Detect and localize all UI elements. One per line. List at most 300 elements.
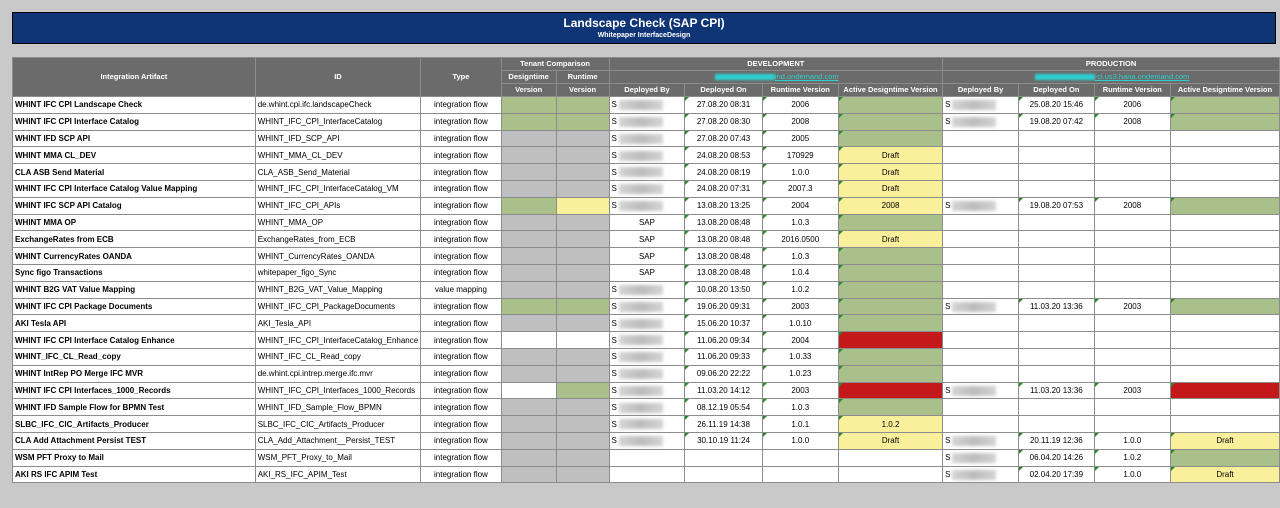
prod-runtime-version-cell[interactable]: [1094, 248, 1170, 265]
dev-deployed-by-cell[interactable]: [609, 466, 685, 483]
runtime-version-cell[interactable]: [556, 281, 609, 298]
id-cell[interactable]: WHINT_CurrencyRates_OANDA: [255, 248, 421, 265]
dev-deployed-by-cell[interactable]: [609, 399, 685, 416]
dev-runtime-version-cell[interactable]: 1.0.3: [762, 214, 838, 231]
table-row[interactable]: [13, 248, 1280, 265]
type-cell[interactable]: integration flow: [421, 214, 501, 231]
artifact-cell[interactable]: WSM PFT Proxy to Mail: [13, 449, 256, 466]
dev-deployed-on-cell[interactable]: 10.08.20 13:50: [685, 281, 762, 298]
id-cell[interactable]: WHINT_IFC_CPI_InterfaceCatalog: [255, 113, 421, 130]
dev-deployed-on-cell[interactable]: 13.08.20 08:48: [685, 231, 762, 248]
table-row[interactable]: [13, 214, 1280, 231]
designtime-version-cell[interactable]: [501, 466, 556, 483]
id-cell[interactable]: WHINT_IFC_CPI_PackageDocuments: [255, 298, 421, 315]
designtime-version-cell[interactable]: [501, 399, 556, 416]
type-cell[interactable]: value mapping: [421, 281, 501, 298]
dev-deployed-on-cell[interactable]: 13.08.20 08:48: [685, 264, 762, 281]
runtime-version-cell[interactable]: [556, 348, 609, 365]
table-row[interactable]: [13, 164, 1280, 181]
prod-active-version-cell[interactable]: Draft: [1170, 466, 1279, 483]
dev-deployed-by-cell[interactable]: SAP: [609, 214, 685, 231]
dev-active-version-cell[interactable]: [838, 466, 942, 483]
prod-active-version-cell[interactable]: [1170, 130, 1279, 147]
designtime-version-cell[interactable]: [501, 449, 556, 466]
table-row[interactable]: [13, 382, 1280, 399]
artifact-cell[interactable]: WHINT MMA CL_DEV: [13, 147, 256, 164]
prod-runtime-version-cell[interactable]: [1094, 365, 1170, 382]
dev-active-version-cell[interactable]: [838, 365, 942, 382]
dev-deployed-on-cell[interactable]: 27.08.20 08:31: [685, 97, 762, 114]
prod-deployed-on-cell[interactable]: [1019, 348, 1095, 365]
designtime-version-cell[interactable]: [501, 248, 556, 265]
designtime-version-cell[interactable]: [501, 231, 556, 248]
dev-runtime-version-cell[interactable]: 1.0.1: [762, 416, 838, 433]
prod-runtime-version-cell[interactable]: [1094, 164, 1170, 181]
runtime-version-cell[interactable]: [556, 113, 609, 130]
dev-runtime-version-cell[interactable]: [762, 449, 838, 466]
id-cell[interactable]: WHINT_IFD_SCP_API: [255, 130, 421, 147]
prod-deployed-on-cell[interactable]: 11.03.20 13:36: [1019, 298, 1095, 315]
artifact-cell[interactable]: WHINT IFC SCP API Catalog: [13, 197, 256, 214]
designtime-version-cell[interactable]: [501, 180, 556, 197]
type-cell[interactable]: integration flow: [421, 130, 501, 147]
prod-deployed-on-cell[interactable]: [1019, 332, 1095, 349]
designtime-version-cell[interactable]: [501, 130, 556, 147]
dev-deployed-on-cell[interactable]: 09.06.20 22:22: [685, 365, 762, 382]
prod-deployed-by-cell[interactable]: [943, 197, 1019, 214]
dev-deployed-on-cell[interactable]: 13.08.20 08:48: [685, 248, 762, 265]
prod-deployed-by-cell[interactable]: [943, 449, 1019, 466]
prod-runtime-version-cell[interactable]: [1094, 147, 1170, 164]
prod-runtime-version-cell[interactable]: [1094, 130, 1170, 147]
prod-deployed-on-cell[interactable]: 20.11.19 12:36: [1019, 432, 1095, 449]
prod-deployed-by-cell[interactable]: [943, 365, 1019, 382]
prod-deployed-by-cell[interactable]: [943, 382, 1019, 399]
prod-active-version-cell[interactable]: [1170, 147, 1279, 164]
runtime-version-cell[interactable]: [556, 466, 609, 483]
prod-deployed-by-cell[interactable]: [943, 97, 1019, 114]
table-row[interactable]: [13, 264, 1280, 281]
dev-active-version-cell[interactable]: Draft: [838, 147, 942, 164]
dev-deployed-by-cell[interactable]: [609, 147, 685, 164]
prod-deployed-on-cell[interactable]: [1019, 365, 1095, 382]
prod-deployed-by-cell[interactable]: [943, 281, 1019, 298]
dev-runtime-version-cell[interactable]: 1.0.3: [762, 399, 838, 416]
type-cell[interactable]: integration flow: [421, 97, 501, 114]
prod-runtime-version-cell[interactable]: [1094, 180, 1170, 197]
dev-deployed-on-cell[interactable]: 30.10.19 11:24: [685, 432, 762, 449]
runtime-version-cell[interactable]: [556, 382, 609, 399]
dev-deployed-by-cell[interactable]: [609, 130, 685, 147]
artifact-cell[interactable]: WHINT IntRep PO Merge IFC MVR: [13, 365, 256, 382]
prod-active-version-cell[interactable]: [1170, 399, 1279, 416]
dev-runtime-version-cell[interactable]: 2006: [762, 97, 838, 114]
prod-deployed-on-cell[interactable]: 25.08.20 15:46: [1019, 97, 1095, 114]
dev-deployed-on-cell[interactable]: 27.08.20 07:43: [685, 130, 762, 147]
table-row[interactable]: [13, 97, 1280, 114]
prod-deployed-on-cell[interactable]: [1019, 130, 1095, 147]
id-cell[interactable]: WHINT_IFC_CPI_Interfaces_1000_Records: [255, 382, 421, 399]
dev-active-version-cell[interactable]: [838, 449, 942, 466]
dev-active-version-cell[interactable]: Draft: [838, 180, 942, 197]
type-cell[interactable]: integration flow: [421, 164, 501, 181]
prod-runtime-version-cell[interactable]: [1094, 264, 1170, 281]
prod-active-version-cell[interactable]: [1170, 113, 1279, 130]
runtime-version-cell[interactable]: [556, 332, 609, 349]
dev-deployed-by-cell[interactable]: [609, 164, 685, 181]
runtime-version-cell[interactable]: [556, 97, 609, 114]
dev-runtime-version-cell[interactable]: 1.0.0: [762, 432, 838, 449]
designtime-version-cell[interactable]: [501, 197, 556, 214]
type-cell[interactable]: integration flow: [421, 399, 501, 416]
type-cell[interactable]: integration flow: [421, 365, 501, 382]
table-row[interactable]: [13, 113, 1280, 130]
designtime-version-cell[interactable]: [501, 432, 556, 449]
artifact-cell[interactable]: WHINT IFC CPI Landscape Check: [13, 97, 256, 114]
dev-runtime-version-cell[interactable]: [762, 466, 838, 483]
prod-deployed-on-cell[interactable]: [1019, 214, 1095, 231]
artifact-cell[interactable]: WHINT IFC CPI Interface Catalog Enhance: [13, 332, 256, 349]
dev-deployed-by-cell[interactable]: SAP: [609, 264, 685, 281]
dev-active-version-cell[interactable]: [838, 382, 942, 399]
dev-active-version-cell[interactable]: [838, 113, 942, 130]
designtime-version-cell[interactable]: [501, 97, 556, 114]
dev-deployed-on-cell[interactable]: 27.08.20 08:30: [685, 113, 762, 130]
prod-deployed-on-cell[interactable]: [1019, 416, 1095, 433]
runtime-version-cell[interactable]: [556, 264, 609, 281]
dev-deployed-on-cell[interactable]: 24.08.20 08:53: [685, 147, 762, 164]
dev-deployed-on-cell[interactable]: 15.06.20 10:37: [685, 315, 762, 332]
type-cell[interactable]: integration flow: [421, 466, 501, 483]
artifact-cell[interactable]: WHINT IFC CPI Interfaces_1000_Records: [13, 382, 256, 399]
prod-runtime-version-cell[interactable]: [1094, 214, 1170, 231]
id-cell[interactable]: WHINT_IFD_Sample_Flow_BPMN: [255, 399, 421, 416]
prod-active-version-cell[interactable]: [1170, 365, 1279, 382]
dev-deployed-by-cell[interactable]: SAP: [609, 231, 685, 248]
type-cell[interactable]: integration flow: [421, 248, 501, 265]
runtime-version-cell[interactable]: [556, 147, 609, 164]
prod-runtime-version-cell[interactable]: 2003: [1094, 382, 1170, 399]
table-row[interactable]: [13, 130, 1280, 147]
prod-deployed-on-cell[interactable]: 19.08.20 07:42: [1019, 113, 1095, 130]
dev-deployed-by-cell[interactable]: [609, 315, 685, 332]
dev-runtime-version-cell[interactable]: 1.0.10: [762, 315, 838, 332]
prod-deployed-by-cell[interactable]: [943, 130, 1019, 147]
prod-deployed-by-cell[interactable]: [943, 231, 1019, 248]
dev-runtime-version-cell[interactable]: 1.0.3: [762, 248, 838, 265]
designtime-version-cell[interactable]: [501, 164, 556, 181]
table-row[interactable]: [13, 315, 1280, 332]
table-row[interactable]: [13, 432, 1280, 449]
prod-active-version-cell[interactable]: [1170, 264, 1279, 281]
table-row[interactable]: [13, 348, 1280, 365]
id-cell[interactable]: whitepaper_figo_Sync: [255, 264, 421, 281]
id-cell[interactable]: de.whint.cpi.ifc.landscapeCheck: [255, 97, 421, 114]
dev-tenant-link[interactable]: [609, 71, 943, 84]
prod-deployed-by-cell[interactable]: [943, 113, 1019, 130]
type-cell[interactable]: integration flow: [421, 332, 501, 349]
artifact-cell[interactable]: WHINT IFC CPI Interface Catalog: [13, 113, 256, 130]
id-cell[interactable]: CLA_ASB_Send_Material: [255, 164, 421, 181]
designtime-version-cell[interactable]: [501, 281, 556, 298]
table-row[interactable]: [13, 466, 1280, 483]
id-cell[interactable]: CLA_Add_Attachment__Persist_TEST: [255, 432, 421, 449]
designtime-version-cell[interactable]: [501, 298, 556, 315]
type-cell[interactable]: integration flow: [421, 147, 501, 164]
id-cell[interactable]: WHINT_IFC_CL_Read_copy: [255, 348, 421, 365]
prod-active-version-cell[interactable]: [1170, 231, 1279, 248]
table-row[interactable]: [13, 449, 1280, 466]
prod-deployed-by-cell[interactable]: [943, 147, 1019, 164]
artifact-cell[interactable]: CLA ASB Send Material: [13, 164, 256, 181]
dev-deployed-on-cell[interactable]: [685, 466, 762, 483]
dev-runtime-version-cell[interactable]: 2003: [762, 382, 838, 399]
artifact-cell[interactable]: WHINT IFC CPI Package Documents: [13, 298, 256, 315]
runtime-version-cell[interactable]: [556, 214, 609, 231]
artifact-cell[interactable]: AKI RS IFC APIM Test: [13, 466, 256, 483]
dev-runtime-version-cell[interactable]: 1.0.2: [762, 281, 838, 298]
prod-active-version-cell[interactable]: [1170, 416, 1279, 433]
designtime-version-cell[interactable]: [501, 264, 556, 281]
artifact-cell[interactable]: WHINT_IFC_CL_Read_copy: [13, 348, 256, 365]
prod-active-version-cell[interactable]: [1170, 97, 1279, 114]
prod-deployed-by-cell[interactable]: [943, 180, 1019, 197]
prod-active-version-cell[interactable]: [1170, 214, 1279, 231]
prod-deployed-on-cell[interactable]: [1019, 315, 1095, 332]
designtime-version-cell[interactable]: [501, 147, 556, 164]
dev-runtime-version-cell[interactable]: 2004: [762, 197, 838, 214]
prod-deployed-on-cell[interactable]: 06.04.20 14:26: [1019, 449, 1095, 466]
type-cell[interactable]: integration flow: [421, 382, 501, 399]
dev-runtime-version-cell[interactable]: 2007.3: [762, 180, 838, 197]
dev-deployed-on-cell[interactable]: [685, 449, 762, 466]
id-cell[interactable]: WHINT_MMA_OP: [255, 214, 421, 231]
dev-runtime-version-cell[interactable]: 2003: [762, 298, 838, 315]
table-row[interactable]: [13, 416, 1280, 433]
dev-runtime-version-cell[interactable]: 2005: [762, 130, 838, 147]
prod-active-version-cell[interactable]: [1170, 382, 1279, 399]
artifact-cell[interactable]: ExchangeRates from ECB: [13, 231, 256, 248]
table-row[interactable]: [13, 365, 1280, 382]
prod-active-version-cell[interactable]: [1170, 298, 1279, 315]
dev-deployed-by-cell[interactable]: SAP: [609, 248, 685, 265]
prod-deployed-by-cell[interactable]: [943, 248, 1019, 265]
prod-active-version-cell[interactable]: [1170, 281, 1279, 298]
dev-deployed-on-cell[interactable]: 19.06.20 09:31: [685, 298, 762, 315]
dev-deployed-by-cell[interactable]: [609, 449, 685, 466]
designtime-version-cell[interactable]: [501, 113, 556, 130]
dev-active-version-cell[interactable]: [838, 315, 942, 332]
prod-active-version-cell[interactable]: Draft: [1170, 432, 1279, 449]
artifact-cell[interactable]: Sync figo Transactions: [13, 264, 256, 281]
type-cell[interactable]: integration flow: [421, 264, 501, 281]
prod-runtime-version-cell[interactable]: 2008: [1094, 197, 1170, 214]
prod-active-version-cell[interactable]: [1170, 248, 1279, 265]
prod-active-version-cell[interactable]: [1170, 180, 1279, 197]
designtime-version-cell[interactable]: [501, 365, 556, 382]
prod-runtime-version-cell[interactable]: [1094, 348, 1170, 365]
artifact-cell[interactable]: AKI Tesla API: [13, 315, 256, 332]
dev-deployed-by-cell[interactable]: [609, 382, 685, 399]
dev-deployed-by-cell[interactable]: [609, 97, 685, 114]
prod-runtime-version-cell[interactable]: [1094, 231, 1170, 248]
designtime-version-cell[interactable]: [501, 416, 556, 433]
prod-active-version-cell[interactable]: [1170, 348, 1279, 365]
dev-deployed-on-cell[interactable]: 08.12.19 05:54: [685, 399, 762, 416]
runtime-version-cell[interactable]: [556, 315, 609, 332]
runtime-version-cell[interactable]: [556, 248, 609, 265]
type-cell[interactable]: integration flow: [421, 416, 501, 433]
prod-active-version-cell[interactable]: [1170, 449, 1279, 466]
prod-runtime-version-cell[interactable]: 2006: [1094, 97, 1170, 114]
dev-active-version-cell[interactable]: [838, 281, 942, 298]
dev-deployed-on-cell[interactable]: 11.06.20 09:33: [685, 348, 762, 365]
id-cell[interactable]: WHINT_IFC_CPI_InterfaceCatalog_VM: [255, 180, 421, 197]
dev-deployed-on-cell[interactable]: 13.08.20 08:48: [685, 214, 762, 231]
id-cell[interactable]: SLBC_IFC_CIC_Artifacts_Producer: [255, 416, 421, 433]
dev-deployed-by-cell[interactable]: [609, 281, 685, 298]
table-row[interactable]: [13, 147, 1280, 164]
runtime-version-cell[interactable]: [556, 231, 609, 248]
prod-runtime-version-cell[interactable]: 2003: [1094, 298, 1170, 315]
designtime-version-cell[interactable]: [501, 382, 556, 399]
prod-active-version-cell[interactable]: [1170, 332, 1279, 349]
prod-runtime-version-cell[interactable]: [1094, 416, 1170, 433]
dev-deployed-by-cell[interactable]: [609, 348, 685, 365]
dev-deployed-on-cell[interactable]: 26.11.19 14:38: [685, 416, 762, 433]
dev-runtime-version-cell[interactable]: 1.0.0: [762, 164, 838, 181]
prod-tenant-link[interactable]: [943, 71, 1280, 84]
dev-active-version-cell[interactable]: Draft: [838, 231, 942, 248]
prod-deployed-on-cell[interactable]: [1019, 248, 1095, 265]
id-cell[interactable]: AKI_Tesla_API: [255, 315, 421, 332]
runtime-version-cell[interactable]: [556, 399, 609, 416]
dev-active-version-cell[interactable]: Draft: [838, 164, 942, 181]
prod-deployed-by-cell[interactable]: [943, 214, 1019, 231]
runtime-version-cell[interactable]: [556, 416, 609, 433]
runtime-version-cell[interactable]: [556, 449, 609, 466]
type-cell[interactable]: integration flow: [421, 197, 501, 214]
table-row[interactable]: [13, 231, 1280, 248]
artifact-cell[interactable]: CLA Add Attachment Persist TEST: [13, 432, 256, 449]
id-cell[interactable]: WHINT_B2G_VAT_Value_Mapping: [255, 281, 421, 298]
runtime-version-cell[interactable]: [556, 164, 609, 181]
dev-deployed-by-cell[interactable]: [609, 365, 685, 382]
dev-active-version-cell[interactable]: [838, 130, 942, 147]
prod-deployed-on-cell[interactable]: [1019, 164, 1095, 181]
dev-deployed-on-cell[interactable]: 24.08.20 07:31: [685, 180, 762, 197]
type-cell[interactable]: integration flow: [421, 298, 501, 315]
prod-deployed-by-cell[interactable]: [943, 466, 1019, 483]
prod-runtime-version-cell[interactable]: 1.0.2: [1094, 449, 1170, 466]
designtime-version-cell[interactable]: [501, 332, 556, 349]
dev-deployed-on-cell[interactable]: 24.08.20 08:19: [685, 164, 762, 181]
dev-active-version-cell[interactable]: 1.0.2: [838, 416, 942, 433]
prod-deployed-by-cell[interactable]: [943, 164, 1019, 181]
prod-deployed-by-cell[interactable]: [943, 399, 1019, 416]
prod-deployed-by-cell[interactable]: [943, 332, 1019, 349]
prod-runtime-version-cell[interactable]: 1.0.0: [1094, 432, 1170, 449]
table-row[interactable]: [13, 399, 1280, 416]
prod-deployed-by-cell[interactable]: [943, 298, 1019, 315]
prod-runtime-version-cell[interactable]: [1094, 332, 1170, 349]
runtime-version-cell[interactable]: [556, 180, 609, 197]
artifact-cell[interactable]: WHINT CurrencyRates OANDA: [13, 248, 256, 265]
artifact-cell[interactable]: WHINT IFD Sample Flow for BPMN Test: [13, 399, 256, 416]
artifact-cell[interactable]: WHINT MMA OP: [13, 214, 256, 231]
prod-deployed-on-cell[interactable]: 19.08.20 07:53: [1019, 197, 1095, 214]
prod-deployed-by-cell[interactable]: [943, 348, 1019, 365]
dev-deployed-on-cell[interactable]: 11.03.20 14:12: [685, 382, 762, 399]
prod-deployed-on-cell[interactable]: [1019, 264, 1095, 281]
id-cell[interactable]: WSM_PFT_Proxy_to_Mail: [255, 449, 421, 466]
type-cell[interactable]: integration flow: [421, 432, 501, 449]
prod-runtime-version-cell[interactable]: [1094, 281, 1170, 298]
runtime-version-cell[interactable]: [556, 197, 609, 214]
dev-deployed-by-cell[interactable]: [609, 197, 685, 214]
type-cell[interactable]: integration flow: [421, 348, 501, 365]
runtime-version-cell[interactable]: [556, 298, 609, 315]
dev-active-version-cell[interactable]: [838, 248, 942, 265]
prod-active-version-cell[interactable]: [1170, 197, 1279, 214]
prod-deployed-by-cell[interactable]: [943, 315, 1019, 332]
prod-deployed-by-cell[interactable]: [943, 264, 1019, 281]
dev-active-version-cell[interactable]: Draft: [838, 432, 942, 449]
dev-deployed-on-cell[interactable]: 13.08.20 13:25: [685, 197, 762, 214]
type-cell[interactable]: integration flow: [421, 449, 501, 466]
dev-deployed-by-cell[interactable]: [609, 432, 685, 449]
dev-runtime-version-cell[interactable]: 1.0.33: [762, 348, 838, 365]
table-row[interactable]: [13, 180, 1280, 197]
dev-deployed-by-cell[interactable]: [609, 298, 685, 315]
id-cell[interactable]: WHINT_IFC_CPI_InterfaceCatalog_Enhance: [255, 332, 421, 349]
runtime-version-cell[interactable]: [556, 130, 609, 147]
id-cell[interactable]: ExchangeRates_from_ECB: [255, 231, 421, 248]
prod-deployed-on-cell[interactable]: [1019, 180, 1095, 197]
prod-deployed-by-cell[interactable]: [943, 432, 1019, 449]
prod-active-version-cell[interactable]: [1170, 164, 1279, 181]
prod-active-version-cell[interactable]: [1170, 315, 1279, 332]
runtime-version-cell[interactable]: [556, 365, 609, 382]
type-cell[interactable]: integration flow: [421, 231, 501, 248]
dev-active-version-cell[interactable]: [838, 214, 942, 231]
id-cell[interactable]: de.whint.cpi.intrep.merge.ifc.mvr: [255, 365, 421, 382]
prod-runtime-version-cell[interactable]: [1094, 315, 1170, 332]
designtime-version-cell[interactable]: [501, 214, 556, 231]
prod-runtime-version-cell[interactable]: [1094, 399, 1170, 416]
dev-active-version-cell[interactable]: [838, 264, 942, 281]
artifact-cell[interactable]: WHINT B2G VAT Value Mapping: [13, 281, 256, 298]
table-row[interactable]: [13, 332, 1280, 349]
prod-deployed-by-cell[interactable]: [943, 416, 1019, 433]
type-cell[interactable]: integration flow: [421, 315, 501, 332]
dev-deployed-by-cell[interactable]: [609, 332, 685, 349]
dev-runtime-version-cell[interactable]: 2004: [762, 332, 838, 349]
designtime-version-cell[interactable]: [501, 315, 556, 332]
dev-runtime-version-cell[interactable]: 2008: [762, 113, 838, 130]
dev-active-version-cell[interactable]: [838, 298, 942, 315]
table-row[interactable]: [13, 281, 1280, 298]
runtime-version-cell[interactable]: [556, 432, 609, 449]
prod-deployed-on-cell[interactable]: [1019, 147, 1095, 164]
dev-deployed-on-cell[interactable]: 11.06.20 09:34: [685, 332, 762, 349]
artifact-cell[interactable]: SLBC_IFC_CIC_Artifacts_Producer: [13, 416, 256, 433]
prod-deployed-on-cell[interactable]: [1019, 231, 1095, 248]
dev-runtime-version-cell[interactable]: 2016.0500: [762, 231, 838, 248]
type-cell[interactable]: integration flow: [421, 113, 501, 130]
table-row[interactable]: [13, 298, 1280, 315]
dev-active-version-cell[interactable]: [838, 332, 942, 349]
